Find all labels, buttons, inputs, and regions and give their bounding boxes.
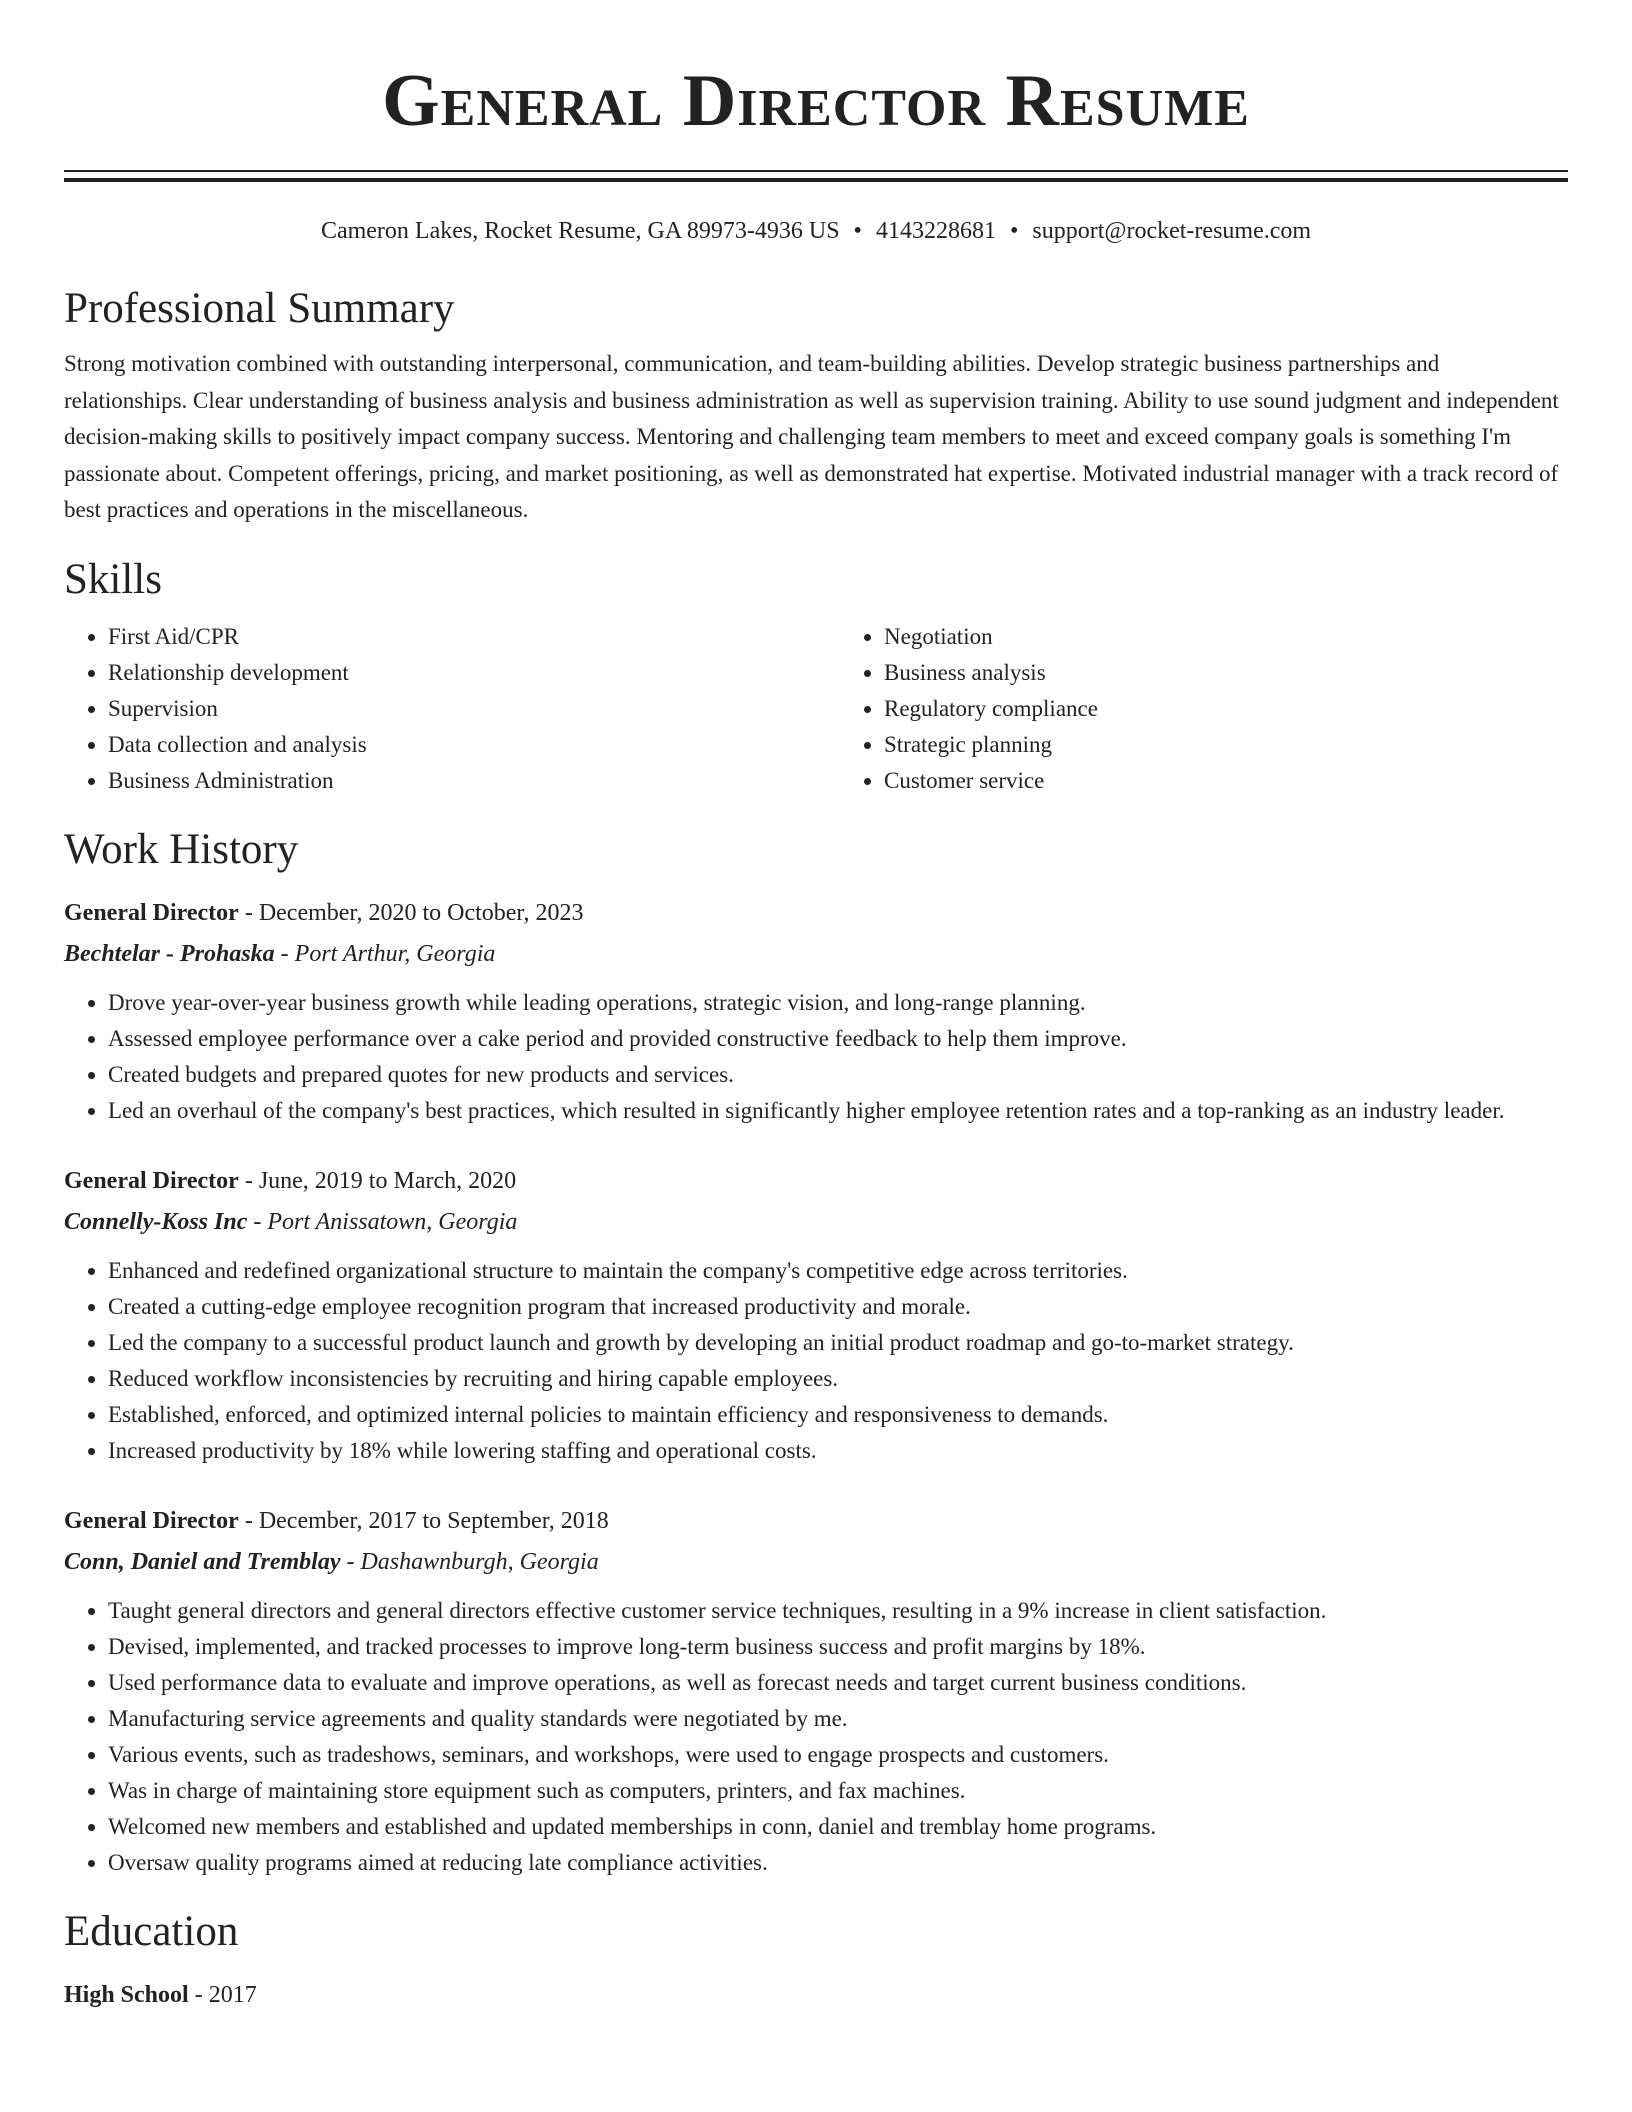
job-bullet: • Oversaw quality programs aimed at reducing late compliance activities. — [108, 1845, 1568, 1881]
skill-item: • Supervision — [108, 691, 860, 727]
dash-separator: - — [238, 1167, 259, 1194]
job-bullet: • Various events, such as tradeshows, seminars, and workshops, were used to engage prospects and customers. — [108, 1737, 1568, 1773]
skill-item: • First Aid/CPR — [108, 619, 860, 655]
job-bullet: • Created a cutting-edge employee recognition program that increased productivity and morale. — [108, 1289, 1568, 1325]
job-bullets — [64, 985, 1568, 1129]
job-bullet: • Used performance data to evaluate and improve operations, as well as forecast needs and target current business conditions. — [108, 1665, 1568, 1701]
contact-email: support@rocket-resume.com — [1032, 218, 1312, 244]
employer-line — [64, 935, 1568, 973]
job-bullet: • Taught general directors and general directors effective customer service techniques, resulting in a 9% increase in client satisfaction. — [108, 1593, 1568, 1629]
employer-name: Conn, Daniel and Tremblay — [64, 1548, 341, 1575]
contact-line — [64, 216, 1568, 246]
section-heading-summary: Professional Summary — [64, 285, 455, 332]
job-title-line — [64, 1503, 1568, 1539]
skill-item: • Business analysis — [884, 655, 1632, 691]
title-divider-thin — [64, 170, 1568, 172]
skill-item: • Strategic planning — [884, 727, 1632, 763]
dash-separator: - — [340, 1548, 361, 1575]
job-bullet: • Established, enforced, and optimized internal policies to maintain efficiency and responsiveness to demands. — [108, 1397, 1568, 1433]
job-bullet: • Assessed employee performance over a cake period and provided constructive feedback to help them improve. — [108, 1021, 1568, 1057]
job-dates: December, 2017 to September, 2018 — [258, 1507, 609, 1534]
dash-separator: - — [274, 940, 295, 967]
education-degree: High School — [64, 1981, 189, 2008]
contact-phone: 4143228681 — [875, 218, 996, 244]
job-dates: June, 2019 to March, 2020 — [258, 1167, 517, 1194]
skills-column-left — [64, 619, 860, 799]
skill-item: • Data collection and analysis — [108, 727, 860, 763]
summary-text: Strong motivation combined with outstanding interpersonal, communication, and team-building abilities. Develop strategic business partnerships and relationships. Clear understanding of business analysis and business administration as well as supervision training. Ability to use sound judgment and independent decision-making skills to positively impact company success. Mentoring and challenging team members to meet and exceed company goals is something I'm passionate about. Competent offerings, pricing, and market positioning, as well as demonstrated hat expertise. Motivated industrial manager with a track record of best practices and operations in the miscellaneous. — [64, 351, 1559, 522]
job-location: Port Arthur, Georgia — [294, 940, 496, 967]
job-bullet: • Created budgets and prepared quotes for new products and services. — [108, 1057, 1568, 1093]
skills-list — [64, 619, 1568, 799]
skills-column-right — [840, 619, 1632, 799]
education-entry — [64, 1977, 1568, 2013]
dash-separator: - — [188, 1981, 209, 2008]
job-bullet: • Manufacturing service agreements and quality standards were negotiated by me. — [108, 1701, 1568, 1737]
job-location: Port Anissatown, Georgia — [267, 1208, 518, 1235]
job-bullet: • Drove year-over-year business growth while leading operations, strategic vision, and long-range planning. — [108, 985, 1568, 1021]
job-bullets — [64, 1593, 1568, 1881]
employer-name: Bechtelar - Prohaska — [64, 940, 275, 967]
job-bullet: • Was in charge of maintaining store equipment such as computers, printers, and fax machines. — [108, 1773, 1568, 1809]
resume-title: General Director Resume — [382, 60, 1250, 142]
job-bullet: • Reduced workflow inconsistencies by recruiting and hiring capable employees. — [108, 1361, 1568, 1397]
job-bullet: • Enhanced and redefined organizational structure to maintain the company's competitive edge across territories. — [108, 1253, 1568, 1289]
skill-item: • Business Administration — [108, 763, 860, 799]
job-bullet: • Devised, implemented, and tracked processes to improve long-term business success and profit margins by 18%. — [108, 1629, 1568, 1665]
contact-address: Cameron Lakes, Rocket Resume, GA 89973-4936 US — [320, 218, 840, 244]
title-divider-thick — [64, 178, 1568, 182]
employer-line — [64, 1543, 1568, 1581]
job-title: General Director — [64, 1167, 239, 1194]
dash-separator: - — [247, 1208, 268, 1235]
skill-item: • Relationship development — [108, 655, 860, 691]
job-title-line — [64, 1163, 1568, 1199]
job-bullet: • Led the company to a successful product launch and growth by developing an initial product roadmap and go-to-market strategy. — [108, 1325, 1568, 1361]
job-entry — [64, 1503, 1568, 1881]
job-bullets — [64, 1253, 1568, 1469]
job-bullet: • Led an overhaul of the company's best practices, which resulted in significantly higher employee retention rates and a top-ranking as an industry leader. — [108, 1093, 1568, 1129]
skill-item: • Customer service — [884, 763, 1632, 799]
dash-separator: - — [238, 1507, 259, 1534]
job-title: General Director — [64, 899, 239, 926]
job-title: General Director — [64, 1507, 239, 1534]
section-heading-education: Education — [64, 1907, 239, 1955]
skill-item: • Regulatory compliance — [884, 691, 1632, 727]
job-location: Dashawnburgh, Georgia — [360, 1548, 599, 1575]
dash-separator: - — [238, 899, 259, 926]
job-bullet: • Welcomed new members and established and updated memberships in conn, daniel and tremblay home programs. — [108, 1809, 1568, 1845]
section-heading-skills: Skills — [64, 555, 162, 603]
skill-item: • Negotiation — [884, 619, 1632, 655]
job-dates: December, 2020 to October, 2023 — [258, 899, 584, 926]
job-title-line — [64, 895, 1568, 931]
job-entry — [64, 895, 1568, 1129]
job-bullet: • Increased productivity by 18% while lowering staffing and operational costs. — [108, 1433, 1568, 1469]
section-heading-work-history: Work History — [64, 825, 299, 873]
education-year: 2017 — [208, 1981, 257, 2008]
employer-name: Connelly-Koss Inc — [64, 1208, 248, 1235]
job-entry — [64, 1163, 1568, 1469]
bullet-separator: • — [1009, 218, 1019, 244]
employer-line — [64, 1203, 1568, 1241]
bullet-separator: • — [853, 218, 862, 244]
